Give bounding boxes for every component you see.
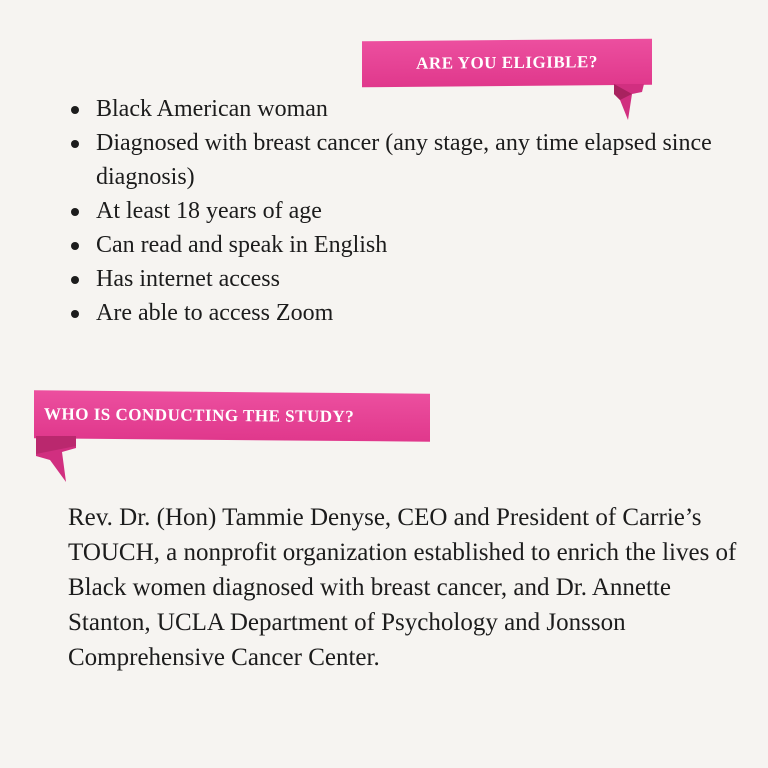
conducting-heading-banner bbox=[34, 390, 430, 441]
list-item: Can read and speak in English bbox=[96, 228, 716, 262]
conducting-heading: WHO IS CONDUCTING THE STUDY? bbox=[44, 404, 355, 427]
list-item: Diagnosed with breast cancer (any stage, any time elapsed since diagnosis) bbox=[96, 126, 716, 194]
list-item: Black American woman bbox=[96, 92, 716, 126]
ribbon-fold-icon bbox=[36, 436, 76, 486]
list-item: Has internet access bbox=[96, 262, 716, 296]
eligibility-heading: ARE YOU ELIGIBLE? bbox=[416, 52, 598, 73]
conducting-description: Rev. Dr. (Hon) Tammie Denyse, CEO and President of Carrie’s TOUCH, a nonprofit organization established to enrich the lives of Black women diagnosed with breast cancer, and Dr. Annette Stanton, UCLA Department of Psychology and Jonsson Comprehensive Cancer Center. bbox=[68, 504, 737, 671]
eligibility-list bbox=[62, 92, 716, 330]
list-item: At least 18 years of age bbox=[96, 194, 716, 228]
eligibility-heading-banner bbox=[362, 39, 652, 88]
list-item: Are able to access Zoom bbox=[96, 296, 716, 330]
